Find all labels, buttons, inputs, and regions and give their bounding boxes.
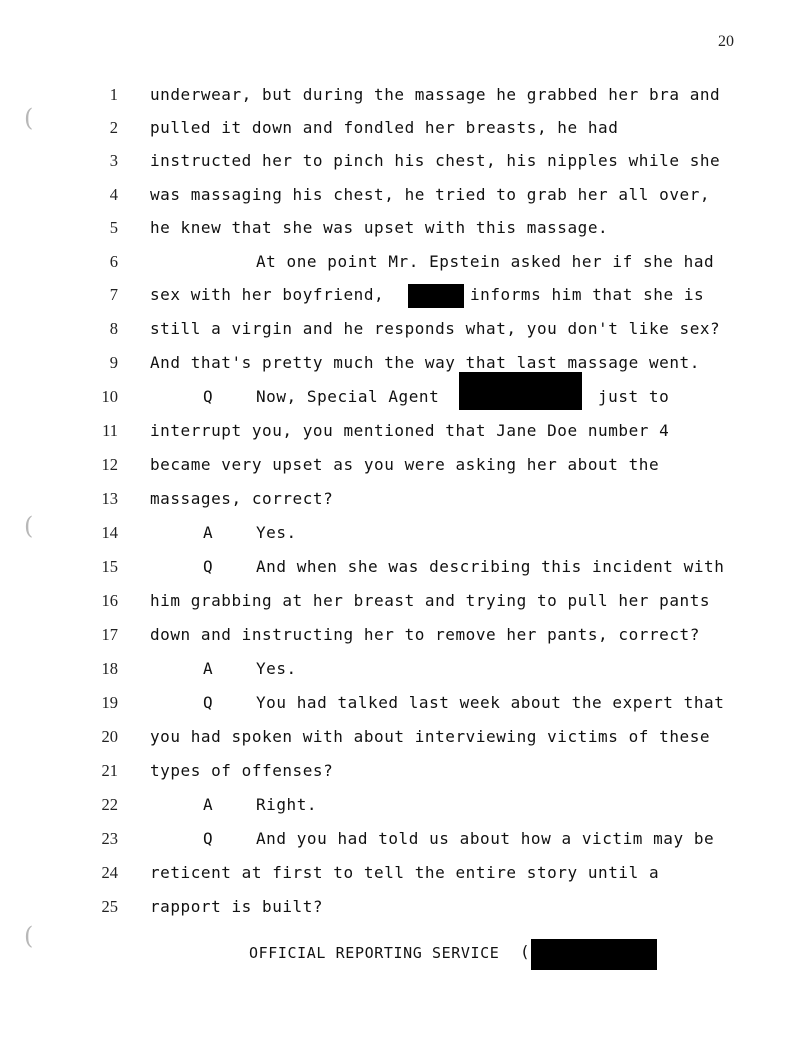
line-number: 3: [109, 151, 118, 170]
transcript-line: [0, 416, 809, 446]
transcript-line: [0, 654, 809, 684]
line-number: 23: [101, 829, 118, 848]
line-text: instructed her to pinch his chest, his nipples while she: [150, 151, 721, 170]
line-number: 17: [101, 625, 118, 644]
line-text: And that's pretty much the way that last massage went.: [150, 353, 700, 372]
line-text: At one point Mr. Epstein asked her if she had: [256, 252, 715, 271]
transcript-line: [0, 620, 809, 650]
line-text: underwear, but during the massage he grabbed her bra and: [150, 85, 721, 104]
line-text: Now, Special Agent: [256, 387, 440, 406]
speaker-label: Q: [203, 829, 213, 848]
punch-hole-mark: (: [24, 512, 34, 540]
line-text: interrupt you, you mentioned that Jane Doe number 4: [150, 421, 670, 440]
line-number: 11: [102, 421, 118, 440]
line-text: And when she was describing this incident with: [256, 557, 725, 576]
transcript-line: [0, 756, 809, 786]
line-number: 2: [109, 118, 118, 137]
line-text: You had talked last week about the expert that: [256, 693, 725, 712]
punch-hole-mark: (: [24, 104, 34, 132]
line-text: he knew that she was upset with this massage.: [150, 218, 609, 237]
line-number: 10: [101, 387, 118, 406]
transcript-line: [0, 382, 809, 412]
line-number: 24: [101, 863, 118, 882]
line-number: 18: [101, 659, 118, 678]
line-text: And you had told us about how a victim may be: [256, 829, 715, 848]
line-text: still a virgin and he responds what, you don't like sex?: [150, 319, 721, 338]
line-number: 16: [101, 591, 118, 610]
line-text-continued: informs him that she is: [470, 285, 705, 304]
transcript-line: [0, 247, 809, 277]
line-text-continued: just to: [598, 387, 670, 406]
transcript-line: [0, 892, 809, 922]
transcript-line: [0, 824, 809, 854]
line-number: 4: [109, 185, 118, 204]
transcript-line: [0, 722, 809, 752]
transcript-line: [0, 146, 809, 176]
speaker-label: Q: [203, 693, 213, 712]
line-text: reticent at first to tell the entire story until a: [150, 863, 660, 882]
transcript-line: [0, 348, 809, 378]
redaction-box: [459, 372, 582, 410]
redaction-box: [408, 284, 464, 308]
transcript-line: [0, 80, 809, 110]
transcript-line: [0, 858, 809, 888]
speaker-label: Q: [203, 557, 213, 576]
line-number: 9: [109, 353, 118, 372]
line-text: Yes.: [256, 523, 297, 542]
line-number: 8: [109, 319, 118, 338]
line-text: massages, correct?: [150, 489, 334, 508]
transcript-line: [0, 518, 809, 548]
page-number: 20: [718, 33, 734, 50]
speaker-label: A: [203, 523, 213, 542]
line-number: 14: [101, 523, 118, 542]
line-text: was massaging his chest, he tried to grab her all over,: [150, 185, 711, 204]
transcript-line: [0, 180, 809, 210]
line-number: 19: [101, 693, 118, 712]
transcript-line: [0, 450, 809, 480]
line-number: 20: [101, 727, 118, 746]
transcript-line: [0, 586, 809, 616]
line-number: 25: [101, 897, 118, 916]
speaker-label: A: [203, 795, 213, 814]
line-text: pulled it down and fondled her breasts, he had: [150, 118, 619, 137]
line-text: you had spoken with about interviewing victims of these: [150, 727, 711, 746]
footer-redaction-box: [531, 939, 657, 970]
punch-hole-mark: (: [24, 922, 34, 950]
footer-reporting-service: OFFICIAL REPORTING SERVICE: [249, 944, 500, 962]
line-number: 6: [109, 252, 118, 271]
transcript-line: [0, 790, 809, 820]
line-number: 7: [109, 285, 118, 304]
transcript-line: [0, 113, 809, 143]
line-text: Right.: [256, 795, 318, 814]
line-text: became very upset as you were asking her about the: [150, 455, 660, 474]
line-text: down and instructing her to remove her pants, correct?: [150, 625, 700, 644]
transcript-line: [0, 314, 809, 344]
line-text: sex with her boyfriend,: [150, 285, 385, 304]
transcript-line: [0, 280, 809, 310]
transcript-line: [0, 552, 809, 582]
line-number: 15: [101, 557, 118, 576]
footer-paren: (: [520, 942, 530, 961]
speaker-label: Q: [203, 387, 213, 406]
line-number: 21: [101, 761, 118, 780]
line-number: 5: [109, 218, 118, 237]
line-text: Yes.: [256, 659, 297, 678]
line-number: 13: [101, 489, 118, 508]
transcript-line: [0, 484, 809, 514]
line-number: 22: [101, 795, 118, 814]
line-text: types of offenses?: [150, 761, 334, 780]
transcript-line: [0, 213, 809, 243]
line-number: 1: [109, 85, 118, 104]
speaker-label: A: [203, 659, 213, 678]
transcript-line: [0, 688, 809, 718]
line-text: him grabbing at her breast and trying to pull her pants: [150, 591, 711, 610]
line-text: rapport is built?: [150, 897, 324, 916]
line-number: 12: [101, 455, 118, 474]
